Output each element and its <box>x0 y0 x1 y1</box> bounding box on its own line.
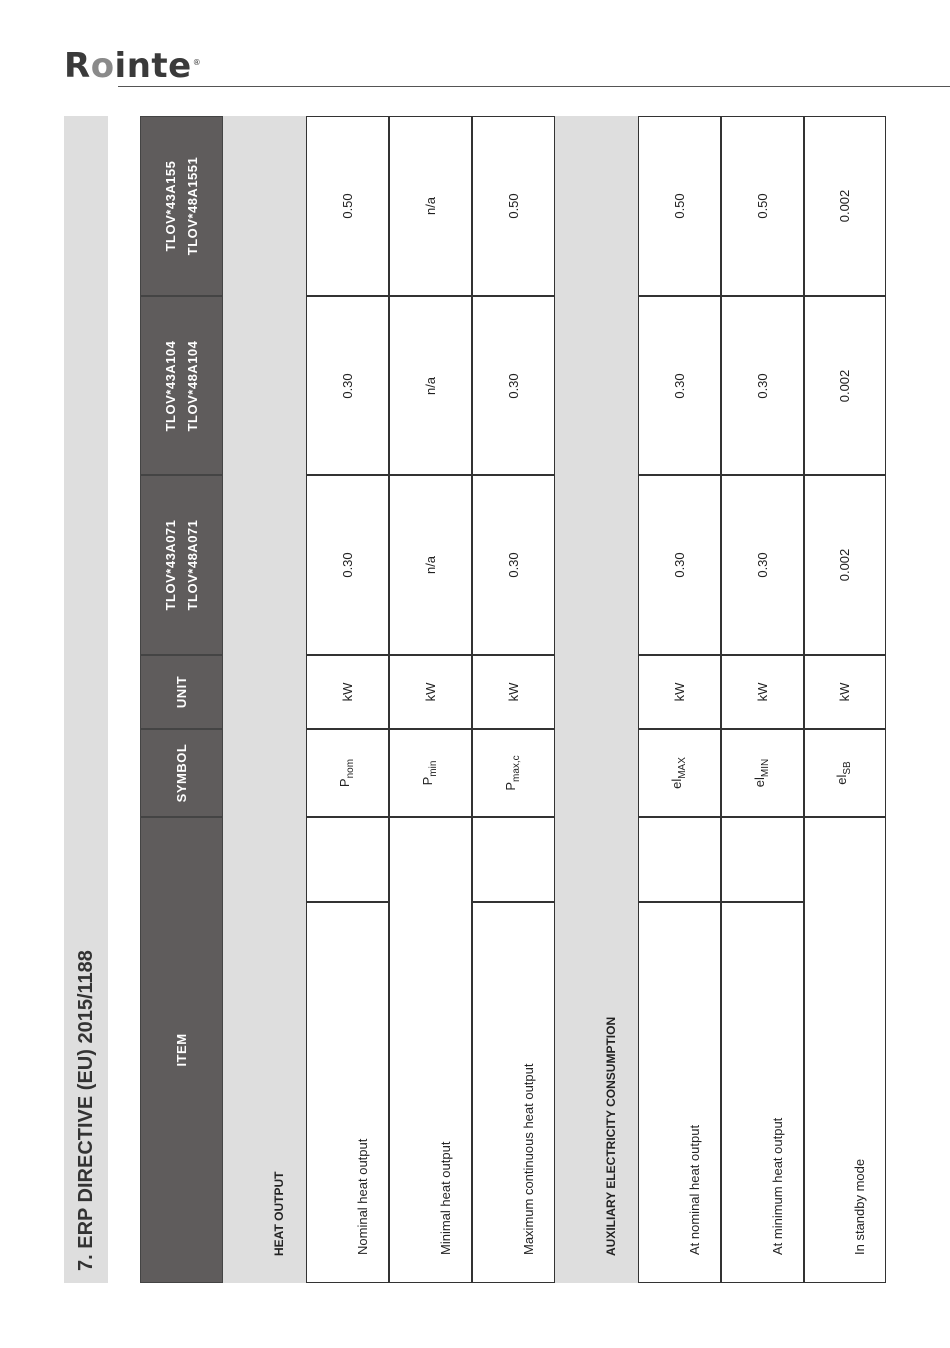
item-label: Minimal heat output <box>437 1141 453 1255</box>
unit-cell: kW <box>505 682 521 702</box>
item-label: At minimum heat output <box>769 1117 785 1255</box>
value-model-c: 0.50 <box>505 193 521 219</box>
table-row <box>721 116 804 1283</box>
symbol-cell: $P_{nom}$ <box>336 758 356 788</box>
header-column <box>140 116 223 1283</box>
header-model-a: TLOV*43A071 TLOV*48A071 <box>140 475 223 655</box>
value-model-b: 0.30 <box>671 372 687 399</box>
section-auxiliary-electricity <box>555 116 638 1283</box>
value-model-c: n/a <box>422 196 438 216</box>
value-model-b: 0.30 <box>754 372 770 399</box>
header-item: ITEM <box>140 817 223 1283</box>
symbol-cell: $el_{MIN}$ <box>751 758 771 788</box>
value-model-b: 0.30 <box>505 372 521 399</box>
table-row <box>638 116 721 1283</box>
value-model-c: 0.50 <box>671 193 687 219</box>
value-model-b: n/a <box>422 376 438 395</box>
item-label: Nominal heat output <box>354 1138 370 1255</box>
table-row <box>306 116 389 1283</box>
table-row <box>389 116 472 1283</box>
value-model-a: 0.30 <box>505 552 521 578</box>
section-title-bar <box>64 116 108 1283</box>
item-label: In standby mode <box>852 1158 867 1255</box>
header-unit: UNIT <box>140 655 223 729</box>
section-title: AUXILIARY ELECTRICITY CONSUMPTION <box>603 1016 618 1256</box>
section-title: HEAT OUTPUT <box>271 1171 286 1256</box>
header-model-b: TLOV*43A104 TLOV*48A104 <box>140 296 223 475</box>
header-symbol: SYMBOL <box>140 729 223 817</box>
erp-table <box>140 116 886 1283</box>
symbol-cell: $el_{MAX}$ <box>668 757 688 789</box>
value-model-b: 0.30 <box>339 372 355 399</box>
item-label: Maximum continuous heat output <box>520 1063 536 1255</box>
symbol-cell: $P_{min}$ <box>419 760 439 786</box>
value-model-c: 0.50 <box>339 193 355 219</box>
header-model-c: TLOV*43A155 TLOV*48A1551 <box>140 116 223 296</box>
symbol-cell: $P_{max,c}$ <box>502 755 522 791</box>
value-model-a: 0.30 <box>339 552 355 578</box>
value-model-b: 0.002 <box>837 369 852 402</box>
value-model-c: 0.50 <box>754 193 770 219</box>
item-label: At nominal heat output <box>686 1124 702 1255</box>
table-row <box>804 116 886 1283</box>
unit-cell: kW <box>837 682 852 702</box>
rointe-logo: Rointe® <box>64 46 202 86</box>
value-model-c: 0.002 <box>837 189 852 223</box>
unit-cell: kW <box>339 682 355 702</box>
value-model-a: 0.30 <box>754 552 770 578</box>
value-model-a: 0.30 <box>671 552 687 578</box>
table-row <box>472 116 555 1283</box>
unit-cell: kW <box>671 682 687 702</box>
value-model-a: n/a <box>422 555 438 575</box>
unit-cell: kW <box>754 682 770 702</box>
header-rule <box>118 86 950 87</box>
section-heat-output <box>223 116 306 1283</box>
unit-cell: kW <box>422 682 438 702</box>
page-title: 7. ERP DIRECTIVE (EU) 2015/1188 <box>75 950 97 1271</box>
symbol-cell: $el_{SB}$ <box>834 761 853 785</box>
value-model-a: 0.002 <box>837 548 852 582</box>
